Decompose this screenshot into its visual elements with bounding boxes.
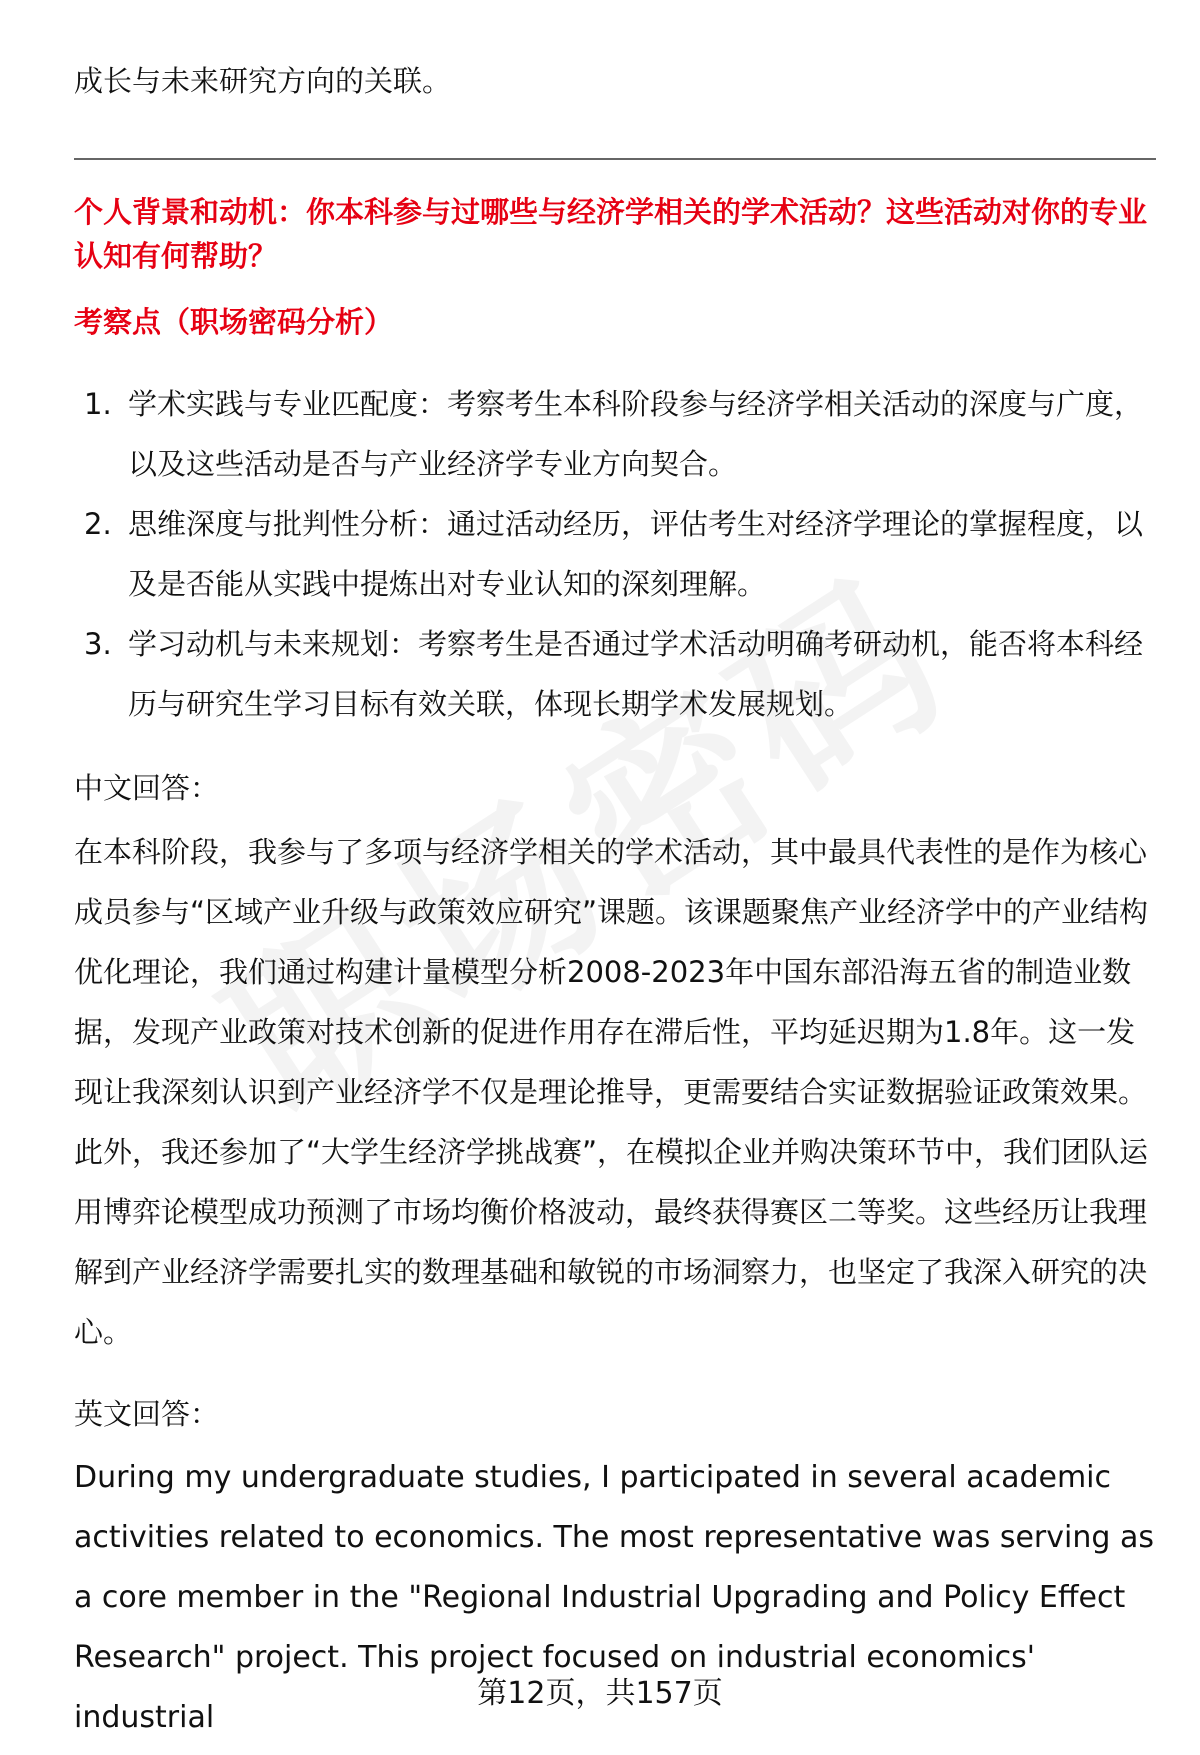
chinese-answer-text: 在本科阶段，我参与了多项与经济学相关的学术活动，其中最具代表性的是作为核心成员参与“区域产业升级与政策效应研究”课题。该课题聚焦产业经济学中的产业结构优化理论，我们通过构建计量模型分析2008-2023年中国东部沿海五省的制造业数据，发现产业政策对技术创新的促进作用存在滞后性，平均延迟期为1.8年。这一发现让我深刻认识到产业经济学不仅是理论推导，更需要结合实证数据验证政策效果。此外，我还参加了“大学生经济学挑战赛”，在模拟企业并购决策环节中，我们团队运用博弈论模型成功预测了市场均衡价格波动，最终获得赛区二等奖。这些经历让我理解到产业经济学需要扎实的数理基础和敏锐的市场洞察力，也坚定了我深入研究的决心。: [74, 835, 1149, 1349]
list-item-number: 3.: [84, 627, 112, 661]
english-answer-text: During my undergraduate studies, I participated in several academic activities related to economics. The most representative was serving as a core member in the "Regional Industrial Upgrading and Policy Effect Research" project. This project focused on industrial economics' industrial: [74, 1460, 1154, 1735]
page-number-footer: 第12页，共157页: [477, 1676, 723, 1711]
analysis-points-list: [74, 374, 1156, 734]
list-item-text: 学术实践与专业匹配度：考察考生本科阶段参与经济学相关活动的深度与广度，以及这些活动是否与产业经济学专业方向契合。: [128, 387, 1144, 481]
list-item-number: 2.: [84, 507, 112, 541]
list-item: [74, 614, 1156, 734]
list-item: [74, 374, 1156, 494]
list-item-text: 思维深度与批判性分析：通过活动经历，评估考生对经济学理论的掌握程度，以及是否能从实践中提炼出对专业认知的深刻理解。: [128, 507, 1144, 601]
question-heading: 个人背景和动机：你本科参与过哪些与经济学相关的学术活动？这些活动对你的专业认知有何帮助？: [74, 195, 1148, 273]
list-item-number: 1.: [84, 387, 112, 421]
english-answer-label: 英文回答：: [74, 1397, 220, 1431]
list-item-text: 学习动机与未来规划：考察考生是否通过学术活动明确考研动机，能否将本科经历与研究生学习目标有效关联，体现长期学术发展规划。: [128, 627, 1144, 721]
intro-tail-text: 成长与未来研究方向的关联。: [74, 64, 452, 98]
list-item: [74, 494, 1156, 614]
chinese-answer-label: 中文回答：: [74, 771, 220, 805]
analysis-section-title: 考察点（职场密码分析）: [74, 305, 394, 339]
section-divider: [74, 158, 1156, 160]
